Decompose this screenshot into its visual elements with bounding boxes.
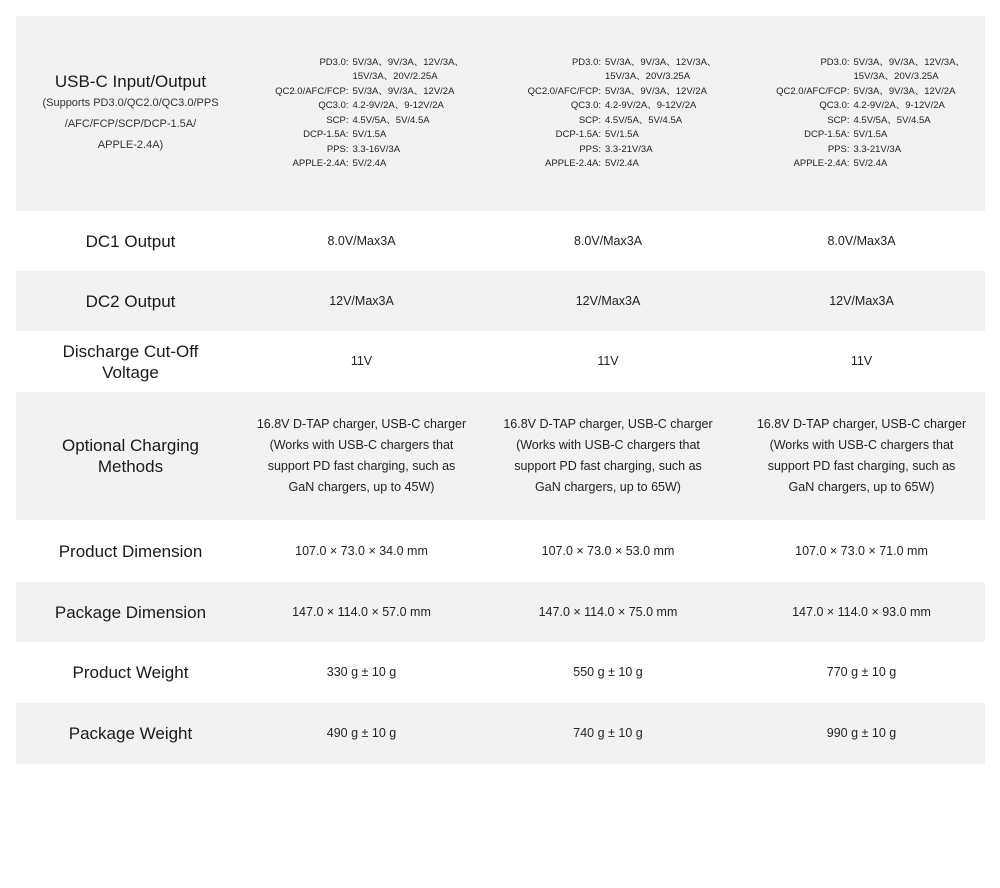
cell-line: 16.8V D-TAP charger, USB-C charger bbox=[256, 417, 467, 431]
spec-value: 4.5V/5A、5V/4.5A bbox=[352, 114, 430, 126]
spec-row bbox=[760, 143, 964, 158]
cell-line: support PD fast charging, such as bbox=[267, 459, 456, 473]
spec-value: 5V/1.5A bbox=[352, 129, 387, 140]
row-usbc bbox=[16, 16, 985, 211]
row-package-dimension bbox=[16, 582, 985, 642]
spec-value: 5V/3A、9V/3A、12V/3A、 bbox=[853, 56, 965, 68]
spec-row bbox=[261, 56, 463, 71]
usbc-title: USB-C Input/Output bbox=[54, 72, 207, 91]
cell-value: 12V/Max3A bbox=[829, 293, 894, 308]
spec-row bbox=[261, 85, 463, 100]
cell-value: 11V bbox=[350, 354, 373, 368]
spec-key: PD3.0: bbox=[820, 56, 850, 68]
cell-value bbox=[245, 414, 478, 498]
spec-key: DCP-1.5A: bbox=[804, 129, 850, 140]
spec-value: 3.3-21V/3A bbox=[853, 143, 902, 155]
cell-line: (Works with USB-C chargers that bbox=[269, 438, 454, 452]
spec-row bbox=[501, 114, 715, 129]
spec-value: 5V/2.4A bbox=[853, 158, 888, 169]
cell-line: 16.8V D-TAP charger, USB-C charger bbox=[503, 417, 713, 431]
spec-value: 5V/1.5A bbox=[605, 129, 639, 140]
cell-value: 107.0 × 73.0 × 71.0 mm bbox=[795, 543, 928, 558]
spec-row bbox=[261, 143, 463, 158]
spec-value: 4.2-9V/2A、9-12V/2A bbox=[352, 100, 444, 111]
spec-row bbox=[760, 99, 964, 114]
spec-key: PD3.0: bbox=[571, 56, 601, 68]
spec-value: 5V/3A、9V/3A、12V/2A bbox=[853, 85, 956, 97]
usbc-subtitle bbox=[16, 93, 245, 156]
spec-row bbox=[760, 157, 964, 172]
row-label-dc2: DC2 Output bbox=[85, 291, 176, 311]
spec-key: APPLE-2.4A: bbox=[545, 158, 601, 169]
row-label-charging bbox=[16, 435, 245, 477]
row-label-dc1: DC1 Output bbox=[85, 231, 176, 251]
cell-value: 550 g ± 10 g bbox=[573, 665, 643, 679]
spec-key: QC3.0: bbox=[819, 100, 850, 111]
label-line: Voltage bbox=[102, 362, 159, 382]
cell-line: (Works with USB-C chargers that bbox=[516, 438, 700, 452]
row-cutoff bbox=[16, 331, 985, 392]
spec-key: QC2.0/AFC/FCP: bbox=[776, 85, 850, 97]
cell-line: GaN chargers, up to 65W) bbox=[535, 480, 681, 494]
cell-line: GaN chargers, up to 65W) bbox=[788, 480, 935, 494]
cell-line: support PD fast charging, such as bbox=[514, 459, 702, 473]
cell-value: 12V/Max3A bbox=[329, 293, 394, 308]
spec-value: 15V/3A、20V/3.25A bbox=[853, 71, 939, 82]
row-label-usbc bbox=[16, 71, 245, 156]
spec-row bbox=[501, 85, 715, 100]
spec-value: 4.5V/5A、5V/4.5A bbox=[853, 114, 931, 126]
cell-value: 330 g ± 10 g bbox=[326, 665, 397, 679]
cell-value: 8.0V/Max3A bbox=[327, 233, 396, 248]
spec-key: APPLE-2.4A: bbox=[292, 158, 349, 169]
cell-line: (Works with USB-C chargers that bbox=[769, 438, 954, 452]
spec-value: 5V/3A、9V/3A、12V/3A、 bbox=[352, 56, 464, 68]
spec-key: SCP: bbox=[578, 114, 601, 126]
row-package-weight bbox=[16, 703, 985, 764]
usbc-specs-col-2 bbox=[478, 56, 738, 172]
spec-key: PPS: bbox=[326, 143, 349, 155]
spec-value: 5V/2.4A bbox=[605, 158, 639, 169]
spec-row bbox=[501, 56, 715, 71]
row-label-product-dimension: Product Dimension bbox=[58, 541, 203, 561]
spec-key: PPS: bbox=[579, 143, 601, 155]
spec-key: QC2.0/AFC/FCP: bbox=[527, 85, 601, 97]
spec-table bbox=[16, 16, 985, 764]
spec-key: QC3.0: bbox=[318, 100, 349, 111]
spec-row bbox=[501, 128, 715, 143]
spec-row bbox=[501, 157, 715, 172]
spec-key: QC3.0: bbox=[570, 100, 601, 111]
cell-line: support PD fast charging, such as bbox=[767, 459, 956, 473]
cell-value: 11V bbox=[597, 354, 619, 368]
usbc-specs-col-3 bbox=[738, 56, 985, 172]
spec-value: 4.2-9V/2A、9-12V/2A bbox=[853, 100, 945, 111]
usbc-subtitle-line: APPLE-2.4A) bbox=[97, 139, 164, 151]
cell-value: 107.0 × 73.0 × 34.0 mm bbox=[295, 543, 428, 558]
row-product-weight bbox=[16, 642, 985, 703]
row-dc2 bbox=[16, 271, 985, 331]
spec-row bbox=[261, 99, 463, 114]
row-label-product-weight: Product Weight bbox=[72, 663, 189, 682]
row-product-dimension bbox=[16, 520, 985, 582]
spec-value: 15V/3A、20V/2.25A bbox=[352, 71, 438, 82]
spec-key: PD3.0: bbox=[319, 56, 349, 68]
spec-value: 3.3-16V/3A bbox=[352, 143, 401, 155]
spec-key bbox=[261, 70, 353, 85]
cell-value bbox=[478, 414, 738, 498]
usbc-subtitle-line: (Supports PD3.0/QC2.0/QC3.0/PPS bbox=[42, 97, 219, 109]
spec-row bbox=[501, 143, 715, 158]
spec-value: 3.3-21V/3A bbox=[605, 143, 653, 155]
spec-value: 4.2-9V/2A、9-12V/2A bbox=[605, 100, 697, 111]
spec-row bbox=[261, 157, 463, 172]
row-label-package-dimension: Package Dimension bbox=[54, 602, 207, 622]
spec-row bbox=[760, 128, 964, 143]
cell-line: GaN chargers, up to 45W) bbox=[288, 480, 435, 494]
spec-value: 5V/3A、9V/3A、12V/3A、 bbox=[605, 56, 717, 68]
spec-key bbox=[760, 70, 854, 85]
spec-value: 5V/3A、9V/3A、12V/2A bbox=[605, 85, 707, 97]
spec-value: 5V/1.5A bbox=[853, 129, 888, 140]
cell-value: 147.0 × 114.0 × 75.0 mm bbox=[538, 604, 678, 619]
spec-row bbox=[760, 114, 964, 129]
spec-key bbox=[501, 70, 605, 85]
spec-key: SCP: bbox=[827, 114, 850, 126]
cell-line: 16.8V D-TAP charger, USB-C charger bbox=[756, 417, 967, 431]
spec-value: 4.5V/5A、5V/4.5A bbox=[605, 114, 683, 126]
spec-row bbox=[760, 70, 964, 85]
cell-value: 740 g ± 10 g bbox=[573, 726, 643, 740]
spec-key: DCP-1.5A: bbox=[555, 129, 601, 140]
cell-value: 8.0V/Max3A bbox=[827, 233, 896, 248]
spec-value: 5V/2.4A bbox=[352, 158, 387, 169]
spec-key: APPLE-2.4A: bbox=[793, 158, 850, 169]
spec-row bbox=[261, 70, 463, 85]
label-line: Optional Charging bbox=[61, 436, 200, 455]
spec-row bbox=[501, 99, 715, 114]
spec-row bbox=[760, 85, 964, 100]
label-line: Discharge Cut-Off bbox=[62, 341, 199, 361]
usbc-specs-col-1 bbox=[245, 56, 478, 172]
cell-value: 107.0 × 73.0 × 53.0 mm bbox=[541, 543, 675, 558]
spec-key: PPS: bbox=[827, 143, 850, 155]
spec-row bbox=[760, 56, 964, 71]
cell-value: 490 g ± 10 g bbox=[326, 726, 397, 740]
row-charging bbox=[16, 392, 985, 520]
row-label-cutoff bbox=[16, 341, 245, 383]
usbc-subtitle-line: /AFC/FCP/SCP/DCP-1.5A/ bbox=[64, 118, 197, 130]
row-label-package-weight: Package Weight bbox=[68, 724, 193, 743]
cell-value: 8.0V/Max3A bbox=[573, 233, 643, 248]
cell-value: 11V bbox=[850, 354, 873, 368]
cell-value bbox=[738, 414, 985, 498]
spec-value: 15V/3A、20V/3.25A bbox=[605, 71, 691, 82]
cell-value: 12V/Max3A bbox=[575, 293, 641, 308]
cell-value: 990 g ± 10 g bbox=[826, 726, 897, 740]
spec-row bbox=[261, 128, 463, 143]
spec-value: 5V/3A、9V/3A、12V/2A bbox=[352, 85, 455, 97]
spec-key: DCP-1.5A: bbox=[303, 129, 349, 140]
spec-key: QC2.0/AFC/FCP: bbox=[275, 85, 349, 97]
cell-value: 770 g ± 10 g bbox=[826, 665, 897, 679]
spec-row bbox=[501, 70, 715, 85]
spec-key: SCP: bbox=[326, 114, 349, 126]
cell-value: 147.0 × 114.0 × 57.0 mm bbox=[292, 604, 431, 619]
row-dc1 bbox=[16, 211, 985, 271]
spec-row bbox=[261, 114, 463, 129]
label-line: Methods bbox=[97, 457, 164, 476]
cell-value: 147.0 × 114.0 × 93.0 mm bbox=[792, 604, 931, 619]
